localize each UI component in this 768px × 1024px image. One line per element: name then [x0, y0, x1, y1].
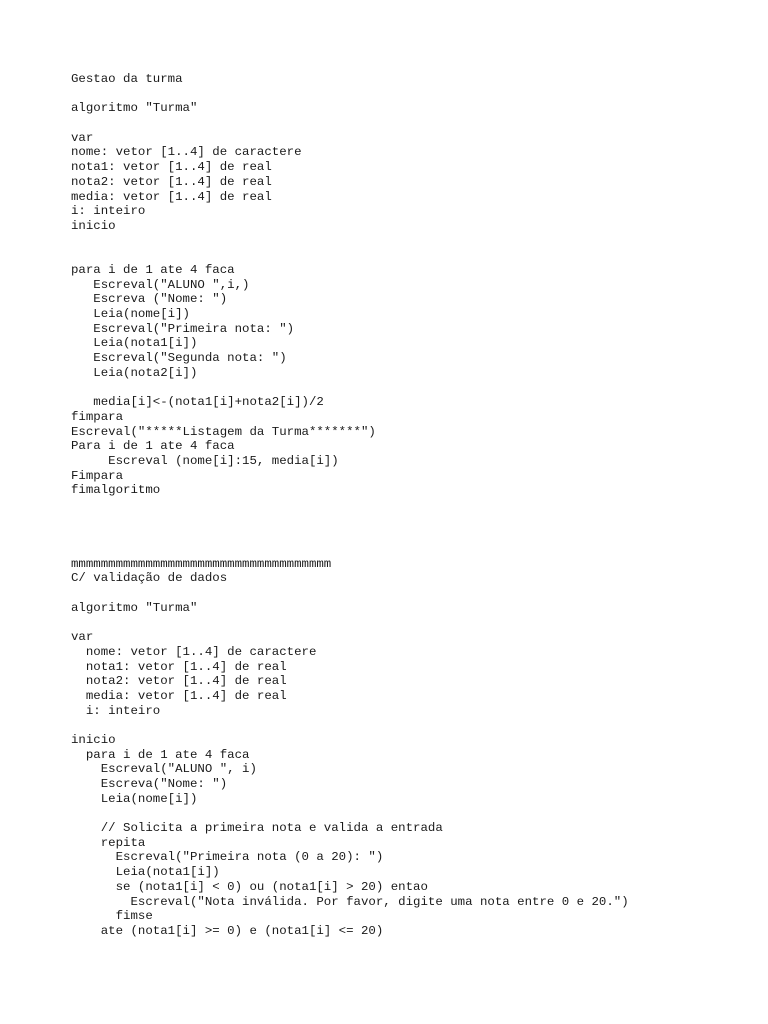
text-line: inicio — [71, 218, 116, 233]
text-line: para i de 1 ate 4 faca — [71, 747, 250, 762]
blank-line — [71, 527, 751, 542]
text-line: se (nota1[i] < 0) ou (nota1[i] > 20) entao — [71, 879, 428, 894]
blank-line — [71, 380, 751, 395]
text-line: Escreval("Primeira nota: ") — [71, 321, 295, 336]
text-line: nota1: vetor [1..4] de real — [71, 659, 287, 674]
text-line: algoritmo "Turma" — [71, 101, 198, 116]
document-page — [71, 72, 751, 939]
text-line: var — [71, 130, 94, 145]
text-line: media[i]<-(nota1[i]+nota2[i])/2 — [71, 395, 324, 410]
text-line: nome: vetor [1..4] de caractere — [71, 145, 302, 160]
blank-line — [71, 116, 751, 131]
text-line: nome: vetor [1..4] de caractere — [71, 644, 317, 659]
text-line: Escreval("Primeira nota (0 a 20): ") — [71, 850, 384, 865]
blank-line — [71, 615, 751, 630]
text-line: ate (nota1[i] >= 0) e (nota1[i] <= 20) — [71, 923, 384, 938]
text-line: media: vetor [1..4] de real — [71, 688, 287, 703]
comment-line: // Solicita a primeira nota e valida a entrada — [71, 821, 443, 836]
text-line: nota2: vetor [1..4] de real — [71, 174, 272, 189]
blank-line — [71, 586, 751, 601]
text-line: nota2: vetor [1..4] de real — [71, 674, 287, 689]
text-line: algoritmo "Turma" — [71, 600, 198, 615]
text-line: Fimpara — [71, 468, 124, 483]
text-line: i: inteiro — [71, 703, 161, 718]
text-line: Leia(nome[i]) — [71, 307, 190, 321]
text-line: var — [71, 630, 94, 645]
blank-line — [71, 234, 751, 249]
text-line: Escreva ("Nome: ") — [71, 292, 228, 307]
text-line: Escreval("ALUNO ",i,) — [71, 277, 250, 292]
text-line: repita — [71, 835, 146, 850]
text-line: Escreval("*****Listagem da Turma*******") — [71, 424, 376, 439]
text-line: i: inteiro — [71, 204, 146, 219]
text-line: inicio — [71, 732, 116, 747]
text-line: fimalgoritmo — [71, 483, 161, 498]
text-line: Escreva("Nome: ") — [71, 777, 228, 791]
text-line: Para i de 1 ate 4 faca — [71, 439, 235, 454]
text-line: fimpara — [71, 409, 124, 424]
section-heading: C/ validação de dados — [71, 571, 228, 586]
text-line: Leia(nota2[i]) — [71, 365, 198, 380]
blank-line — [71, 718, 751, 733]
text-line: Leia(nome[i]) — [71, 791, 198, 806]
text-line: Leia(nota1[i]) — [71, 865, 220, 880]
blank-line — [71, 87, 751, 102]
text-line: Gestao da turma — [71, 72, 183, 86]
separator-line: mmmmmmmmmmmmmmmmmmmmmmmmmmmmmmmmmmm — [71, 556, 332, 571]
text-line: nota1: vetor [1..4] de real — [71, 160, 272, 175]
text-line: para i de 1 ate 4 faca — [71, 262, 235, 277]
blank-line — [71, 513, 751, 528]
text-line: Escreval("Segunda nota: ") — [71, 351, 287, 366]
blank-line — [71, 542, 751, 557]
blank-line — [71, 498, 751, 513]
text-line: fimse — [71, 909, 153, 924]
text-line: Escreval("ALUNO ", i) — [71, 762, 257, 777]
text-line: Escreval (nome[i]:15, media[i]) — [71, 453, 339, 468]
blank-line — [71, 248, 751, 263]
blank-line — [71, 806, 751, 821]
text-line: Leia(nota1[i]) — [71, 336, 198, 351]
text-line: media: vetor [1..4] de real — [71, 189, 272, 204]
text-line: Escreval("Nota inválida. Por favor, digite uma nota entre 0 e 20.") — [71, 894, 629, 909]
